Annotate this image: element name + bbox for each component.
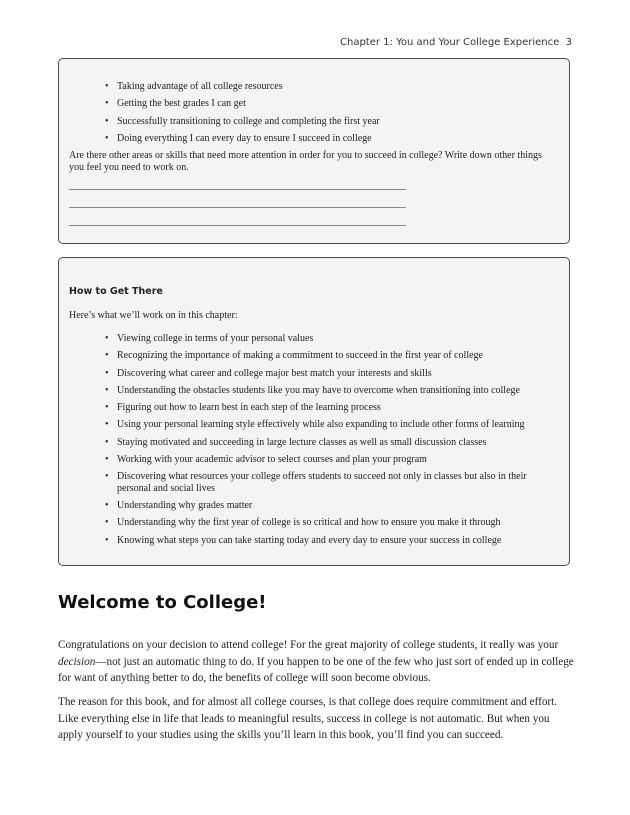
list-item: • Working with your academic advisor to select courses and plan your program [59, 454, 569, 466]
how-to-get-there-box [58, 257, 570, 566]
list-item: • Understanding why the first year of college is so critical and how to ensure you make it through [59, 517, 569, 529]
list-item: • Doing everything I can every day to ensure I succeed in college [59, 133, 569, 145]
list-item: • Recognizing the importance of making a commitment to succeed in the first year of college [59, 350, 569, 362]
paragraph-1: Congratulations on your decision to attend college! For the great majority of college students, it really was your decision—not just an automatic thing to do. If you happen to be one of the few who just sort of ended up in college for want of anything better to do, the benefits of college will soon become obvious. [58, 639, 574, 684]
writing-line [69, 207, 406, 208]
list-item: • Discovering what career and college major best match your interests and skills [59, 368, 569, 380]
list-item: • Understanding the obstacles students like you may have to overcome when transitioning into college [59, 385, 569, 397]
list-item: • Getting the best grades I can get [59, 98, 569, 110]
box-title: How to Get There [69, 286, 163, 297]
list-item: • Successfully transitioning to college and completing the first year [59, 116, 569, 128]
list-item: • Viewing college in terms of your personal values [59, 333, 569, 345]
list-item: • Using your personal learning style effectively while also expanding to include other forms of learning [59, 419, 569, 431]
list-item: • Taking advantage of all college resources [59, 81, 569, 93]
page-number: 3 [565, 37, 572, 48]
goals-list [59, 59, 569, 144]
emphasis-decision: decision [58, 655, 96, 668]
writing-line [69, 189, 406, 190]
list-item: • Discovering what resources your college offers students to succeed not only in classes but also in their personal and social lives [59, 471, 569, 494]
section-heading: Welcome to College! [58, 592, 267, 613]
running-head [340, 37, 572, 48]
list-item: • Knowing what steps you can take starting today and every day to ensure your success in college [59, 535, 569, 547]
list-item: • Understanding why grades matter [59, 500, 569, 512]
box-intro: Here’s what we’ll work on in this chapter: [69, 310, 238, 321]
exercise-prompt: Are there other areas or skills that need more attention in order for you to succeed in college? Write down other things you feel you need to work on. [69, 150, 542, 174]
list-item: • Figuring out how to learn best in each step of the learning process [59, 402, 569, 414]
list-item: • Staying motivated and succeeding in large lecture classes as well as small discussion classes [59, 437, 569, 449]
chapter-title: Chapter 1: You and Your College Experience [340, 37, 560, 48]
writing-line [69, 225, 406, 226]
paragraph-2: The reason for this book, and for almost all college courses, is that college does require commitment and effort. Like everything else in life that leads to meaningful results, success in college is not automatic. But when you apply yourself to your studies using the skills you’ll learn in this book, you’ll find you can succeed. [58, 696, 558, 741]
chapter-topics-list [59, 321, 569, 546]
exercise-box [58, 58, 570, 244]
